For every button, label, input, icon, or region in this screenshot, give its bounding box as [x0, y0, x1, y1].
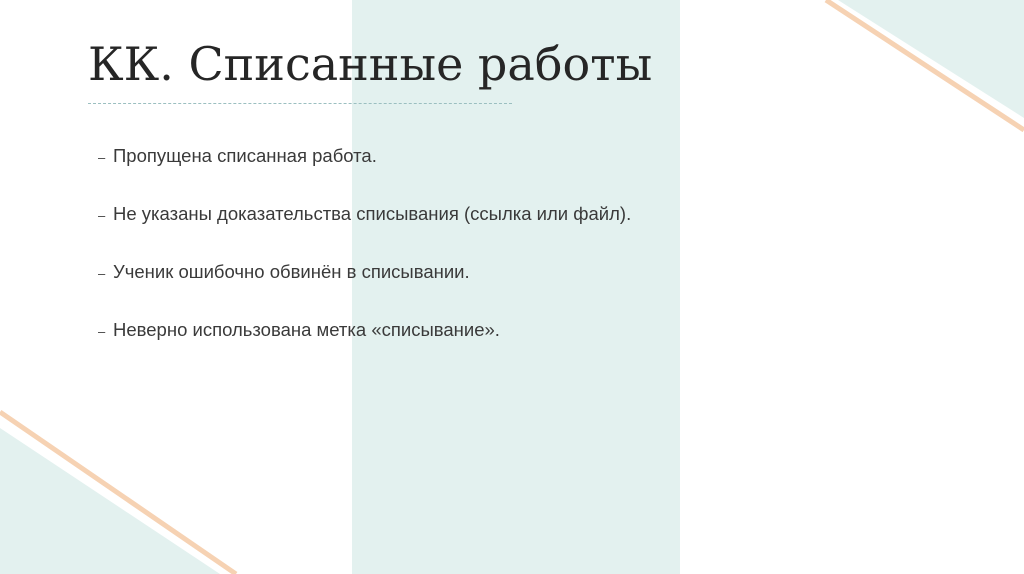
bullet-item	[98, 261, 631, 319]
dash-bullet-icon: –	[98, 266, 106, 281]
dash-bullet-icon: –	[98, 324, 106, 339]
dash-bullet-icon: –	[98, 150, 106, 165]
bottom-left-mint-triangle	[0, 428, 220, 574]
bullet-text: Ученик ошибочно обвинён в списывании.	[113, 261, 470, 282]
bullet-item	[98, 319, 631, 377]
bullet-item	[98, 145, 631, 203]
bullet-text: Пропущена списанная работа.	[113, 145, 377, 166]
slide-title: КК. Списанные работы	[88, 37, 653, 91]
bullet-text: Неверно использована метка «списывание».	[113, 319, 500, 340]
top-right-mint-triangle	[838, 0, 1024, 118]
bullet-item	[98, 203, 631, 261]
title-underline	[88, 103, 512, 104]
bullet-list	[98, 145, 631, 377]
dash-bullet-icon: –	[98, 208, 106, 223]
bullet-text: Не указаны доказательства списывания (ссылка или файл).	[113, 203, 632, 224]
